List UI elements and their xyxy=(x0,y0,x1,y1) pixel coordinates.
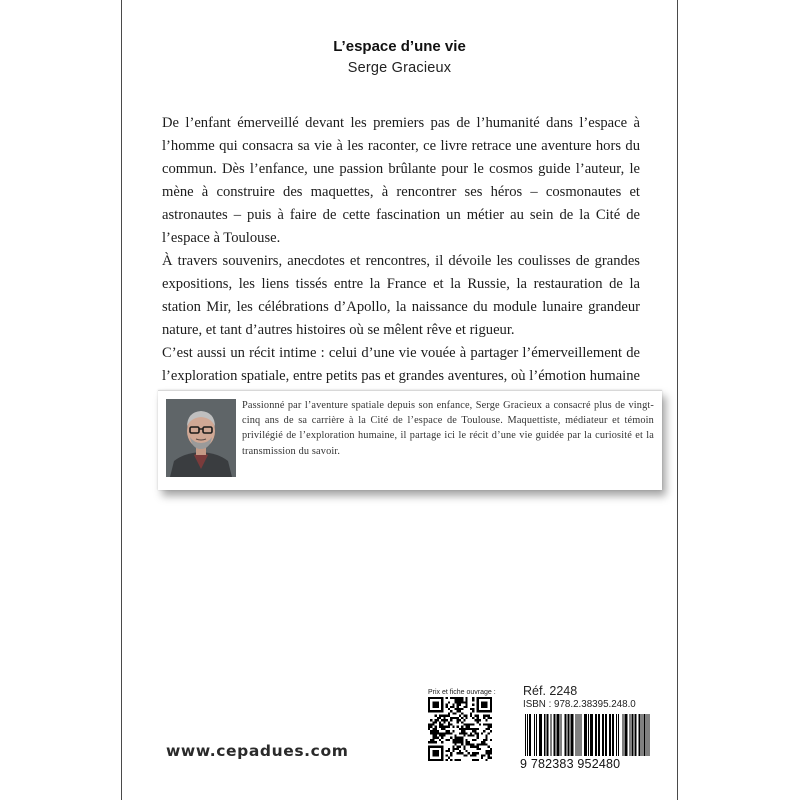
isbn: ISBN : 978.2.38395.248.0 xyxy=(523,699,636,710)
author-bio-box xyxy=(158,390,662,490)
blurb-paragraph: De l’enfant émerveillé devant les premiers pas de l’humanité dans l’espace à l’homme qui consacra sa vie à les raconter, ce livre retrace une aventure hors du commun. Dès l’enfance, une passion brûlante pour le cosmos guide l’auteur, le mène à construire des maquettes, à rencontrer ses héros – cosmonautes et astronautes – puis à faire de cette fascination un métier au sein de la Cité de l’espace à Toulouse. xyxy=(162,115,640,246)
barcode-icon xyxy=(525,714,650,756)
barcode-block xyxy=(520,684,665,784)
qr-code-icon[interactable] xyxy=(428,697,492,761)
book-author: Serge Gracieux xyxy=(347,60,452,76)
qr-label: Prix et fiche ouvrage : xyxy=(428,689,496,696)
barcode-digits: 9 782383 952480 xyxy=(520,757,621,771)
reference-number: Réf. 2248 xyxy=(523,684,578,698)
blurb-paragraph: C’est aussi un récit intime : celui d’une vie vouée à partager l’émerveillement de l’exploration spatiale, entre petits pas et grandes aventures, où l’émotion humaine xyxy=(162,345,640,384)
book-title: L’espace d’une vie xyxy=(333,38,466,55)
portrait-image xyxy=(166,399,236,477)
blurb xyxy=(162,112,640,411)
publisher-website[interactable]: www.cepadues.com xyxy=(166,742,349,760)
blurb-paragraph: À travers souvenirs, anecdotes et rencontres, il dévoile les coulisses de grandes expositions, les liens tissés entre la France et la Russie, la restauration de la station Mir, les célébrations d’Apollo, la naissance du module lunaire grandeur nature, et tant d’autres histoires où se mêlent rêve et rigueur. xyxy=(162,253,640,338)
author-portrait xyxy=(166,399,236,477)
barcode-graphic xyxy=(525,714,650,756)
back-cover xyxy=(121,0,678,800)
author-bio-text: Passionné par l’aventure spatiale depuis son enfance, Serge Gracieux a consacré plus de vingt-cinq ans de sa carrière à la Cité de l’espace de Toulouse. Maquettiste, médiateur et témoin privilégié de l’exploration humaine, il partage ici le récit d’une vie guidée par la curiosité et la transmission du savoir. xyxy=(242,400,654,457)
qr-code-graphic xyxy=(428,697,492,761)
